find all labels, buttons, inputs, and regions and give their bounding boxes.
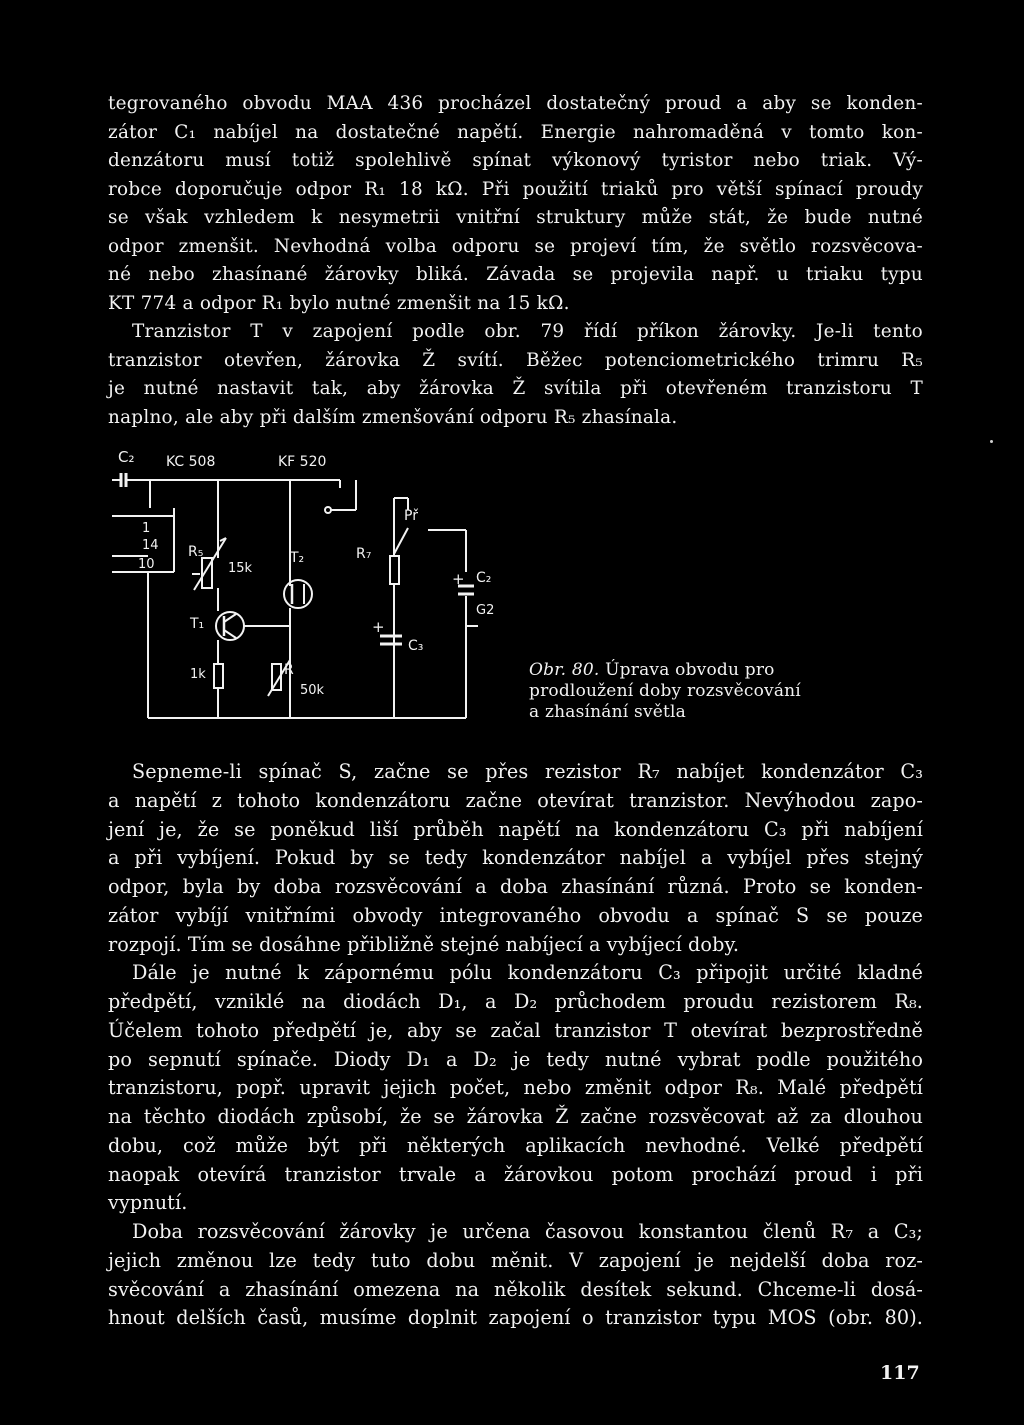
label-kc508: KC 508 (166, 454, 216, 470)
figure-caption (529, 660, 829, 723)
text-line: Účelem tohoto předpětí je, aby se začal tranzistor T otevírat bezprostředně (108, 1018, 923, 1042)
caption-line: a zhasínání světla (529, 702, 687, 722)
text-line: jejich změnou lze tedy tuto dobu měnit. V zapojení je nejdelší doba roz- (108, 1248, 923, 1272)
text-line: tranzistor otevřen, žárovka Ž svítí. Běžec potenciometrického trimru R₅ (108, 349, 923, 371)
text-line: Sepneme-li spínač S, začne se přes rezistor R₇ nabíjet kondenzátor C₃ (132, 760, 923, 783)
label-plus-c2: + (452, 570, 465, 588)
label-plus-c3: + (372, 618, 385, 636)
label-c3: C₃ (408, 638, 424, 654)
text-line: je nutné nastavit tak, aby žárovka Ž svítila při otevřeném tranzistoru T (108, 378, 923, 399)
text-line: vypnutí. (108, 1191, 188, 1215)
text-line: dobu, což může být při některých aplikacích nevhodné. Velké předpětí (108, 1133, 923, 1157)
bottom-text (108, 758, 923, 1333)
label-pin10: 10 (138, 557, 155, 572)
text-line: Tranzistor T v zapojení podle obr. 79 řídí příkon žárovky. Je-li tento (132, 321, 923, 342)
caption-line: Úprava obvodu pro (605, 660, 775, 680)
text-line: a napětí z tohoto kondenzátoru začne otevírat tranzistor. Nevýhodou zapo- (108, 788, 923, 812)
text-line: se však vzhledem k nesymetrii vnitřní struktury může stát, že bude nutné (108, 207, 923, 228)
label-t2: T₂ (290, 550, 305, 566)
text-line: naopak otevírá tranzistor trvale a žárovkou potom prochází proud i při (108, 1162, 923, 1186)
scan-speck (990, 440, 993, 443)
label-pin1: 1 (142, 521, 151, 536)
label-kf520: KF 520 (278, 454, 327, 470)
figure-number: Obr. 80. (529, 660, 600, 680)
label-1k: 1k (190, 667, 206, 682)
text-line: odpor, byla by doba rozsvěcování a doba zhasínání různá. Proto se konden- (108, 875, 923, 898)
text-line: KT 774 a odpor R₁ bylo nutné zmenšit na 15 kΩ. (108, 292, 570, 314)
top-paragraph (108, 90, 923, 432)
caption-line: prodloužení doby rozsvěcování (529, 681, 801, 701)
text-line: robce doporučuje odpor R₁ 18 kΩ. Při použití triaků pro větší spínací proudy (108, 178, 923, 200)
label-r5: R₅ (188, 544, 204, 560)
text-line: zátor vybíjí vnitřními obvody integrovaného obvodu a spínač S se pouze (108, 903, 923, 927)
text-line: zátor C₁ nabíjel na dostatečné napětí. Energie nahromaděná v tomto kon- (108, 121, 923, 143)
text-line: Doba rozsvěcování žárovky je určena časovou konstantou členů R₇ a C₃; (132, 1220, 923, 1243)
text-line: rozpojí. Tím se dosáhne přibližně stejné nabíjecí a vybíjecí doby. (108, 932, 740, 956)
text-line: hnout delších časů, musíme doplnit zapojení o tranzistor typu MOS (obr. 80). (108, 1306, 923, 1330)
text-line: naplno, ale aby při dalším zmenšování odporu R₅ zhasínala. (108, 406, 678, 428)
label-r: R (284, 662, 294, 678)
text-line: denzátoru musí totiž spolehlivě spínat výkonový tyristor nebo triak. Vý- (108, 150, 923, 171)
label-r-value: 50k (300, 683, 325, 698)
text-line: jení je, že se poněkud liší průběh napětí na kondenzátoru C₃ při nabíjení (108, 817, 923, 841)
page-number: 117 (880, 1362, 920, 1384)
label-c2-top: C₂ (118, 448, 135, 466)
label-pin14: 14 (142, 538, 159, 553)
text-line: né nebo zhasínané žárovky bliká. Závada se projevila např. u triaku typu (108, 264, 923, 285)
label-c2-right: C₂ (476, 570, 492, 586)
text-line: tranzistoru, popř. upravit jejich počet, nebo změnit odpor R₈. Malé předpětí (108, 1076, 923, 1100)
label-r5-value: 15k (228, 561, 253, 576)
text-line: Dále je nutné k zápornému pólu kondenzátoru C₃ připojit určité kladné (132, 961, 923, 985)
label-r7: R₇ (356, 546, 372, 562)
circuit-diagram (108, 446, 508, 731)
text-line: tegrovaného obvodu MAA 436 procházel dostatečný proud a aby se konden- (108, 93, 923, 114)
text-line: odpor zmenšit. Nevhodná volba odporu se projeví tím, že světlo rozsvěcova- (108, 235, 923, 257)
text-line: po sepnutí spínače. Diody D₁ a D₂ je tedy nutné vybrat podle použitého (108, 1047, 923, 1071)
label-t1: T₁ (190, 616, 205, 632)
text-line: svěcování a zhasínání omezena na několik desítek sekund. Chceme-li dosá- (108, 1277, 923, 1301)
text-line: a při vybíjení. Pokud by se tedy kondenzátor nabíjel a vybíjel přes stejný (108, 846, 923, 870)
text-line: na těchto diodách způsobí, že se žárovka Ž začne rozsvěcovat až za dlouhou (108, 1105, 923, 1128)
label-g2: G2 (476, 603, 495, 618)
label-pr: Př (404, 508, 418, 524)
text-line: předpětí, vzniklé na diodách D₁, a D₂ průchodem proudu rezistorem R₈. (108, 990, 923, 1013)
